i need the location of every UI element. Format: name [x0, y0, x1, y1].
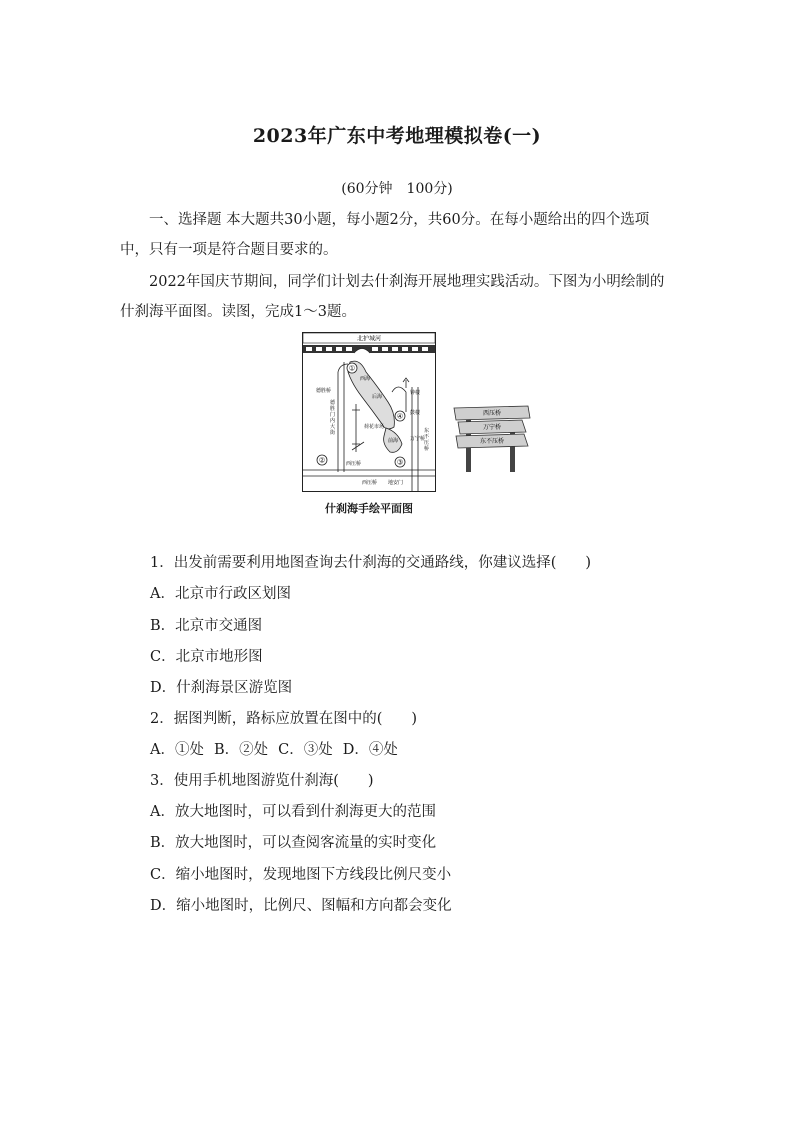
question-1-number: 1． — [150, 555, 174, 571]
map-label-road-west: 德胜门内大街 — [330, 400, 336, 436]
shichahai-map — [302, 332, 436, 492]
question-2-option-c: C．③处 — [278, 742, 333, 758]
map-marker-4: ④ — [396, 412, 404, 421]
map-label-west-gate: 德胜桥 — [316, 388, 332, 394]
map-marker-2: ② — [318, 456, 326, 465]
section-instruction — [120, 205, 676, 265]
question-3-option-c: C．缩小地图时，发现地图下方线段比例尺变小 — [150, 867, 452, 883]
question-2 — [150, 709, 417, 729]
context-text: 2022年国庆节期间，同学们计划去什刹海开展地理实践活动。下图为小明绘制的什刹海平面图。读图，完成1～3题。 — [120, 274, 665, 320]
map-label-lotus: 荷花市场 — [364, 424, 385, 430]
map-marker-1: ① — [348, 364, 356, 373]
map-label-east-road: 东不压桥 — [424, 428, 430, 452]
question-3-number: 3． — [150, 773, 174, 789]
map-label-top-road: 北护城河 — [356, 335, 382, 343]
context-paragraph — [120, 267, 676, 327]
map-marker-3: ③ — [396, 458, 404, 467]
map-label-drum-tower: 鼓楼 — [410, 410, 421, 416]
question-3-option-b: B．放大地图时，可以查阅客流量的实时变化 — [150, 835, 437, 851]
signpost-illustration — [452, 402, 532, 472]
question-3-option-a: A．放大地图时，可以看到什刹海更大的范围 — [150, 804, 436, 820]
question-1 — [150, 553, 591, 573]
question-1-option-d: D．什刹海景区游览图 — [150, 680, 293, 696]
question-1-stem: 出发前需要利用地图查询去什刹海的交通路线，你建议选择( ) — [173, 555, 592, 571]
figure-caption: 什刹海手绘平面图 — [325, 502, 413, 515]
map-label-xihai: 西海 — [360, 376, 371, 382]
sign-label-2: 万宁桥 — [482, 424, 502, 431]
question-2-option-a: A．①处 — [150, 742, 204, 758]
map-label-west-bottom: 西压桥 — [346, 461, 362, 467]
section-instruction-text: 一、选择题 本大题共30小题，每小题2分，共60分。在每小题给出的四个选项中，只有一项是符合题目要求的。 — [120, 212, 650, 258]
sign-label-1: 西压桥 — [482, 410, 502, 417]
sign-label-3: 东不压桥 — [479, 438, 505, 445]
map-label-houhai: 后海 — [372, 394, 383, 400]
question-2-stem: 据图判断，路标应放置在图中的( ) — [173, 711, 418, 727]
question-1-option-c: C．北京市地形图 — [150, 649, 263, 665]
map-label-wanning: 万宁桥 — [410, 436, 426, 442]
map-label-bottom-street: 西压桥 — [362, 480, 378, 486]
map-label-qianhai: 前海 — [388, 438, 399, 444]
question-2-number: 2． — [150, 711, 174, 727]
question-2-option-b: B．②处 — [213, 742, 269, 758]
question-3-option-d: D．缩小地图时，比例尺、图幅和方向都会变化 — [150, 898, 452, 914]
question-1-option-b: B．北京市交通图 — [150, 618, 263, 634]
map-label-dianmen: 地安门 — [388, 480, 404, 486]
exam-title: 2023年广东中考地理模拟卷(一) — [252, 125, 542, 147]
question-3-stem: 使用手机地图游览什刹海( ) — [173, 773, 374, 789]
question-1-option-a: A．北京市行政区划图 — [150, 586, 291, 602]
exam-subtitle: (60分钟 100分) — [341, 181, 453, 197]
question-2-option-d: D．④处 — [342, 742, 398, 758]
map-label-bell-tower: 钟楼 — [410, 390, 421, 396]
question-3 — [150, 771, 374, 791]
question-2-options — [150, 740, 398, 760]
